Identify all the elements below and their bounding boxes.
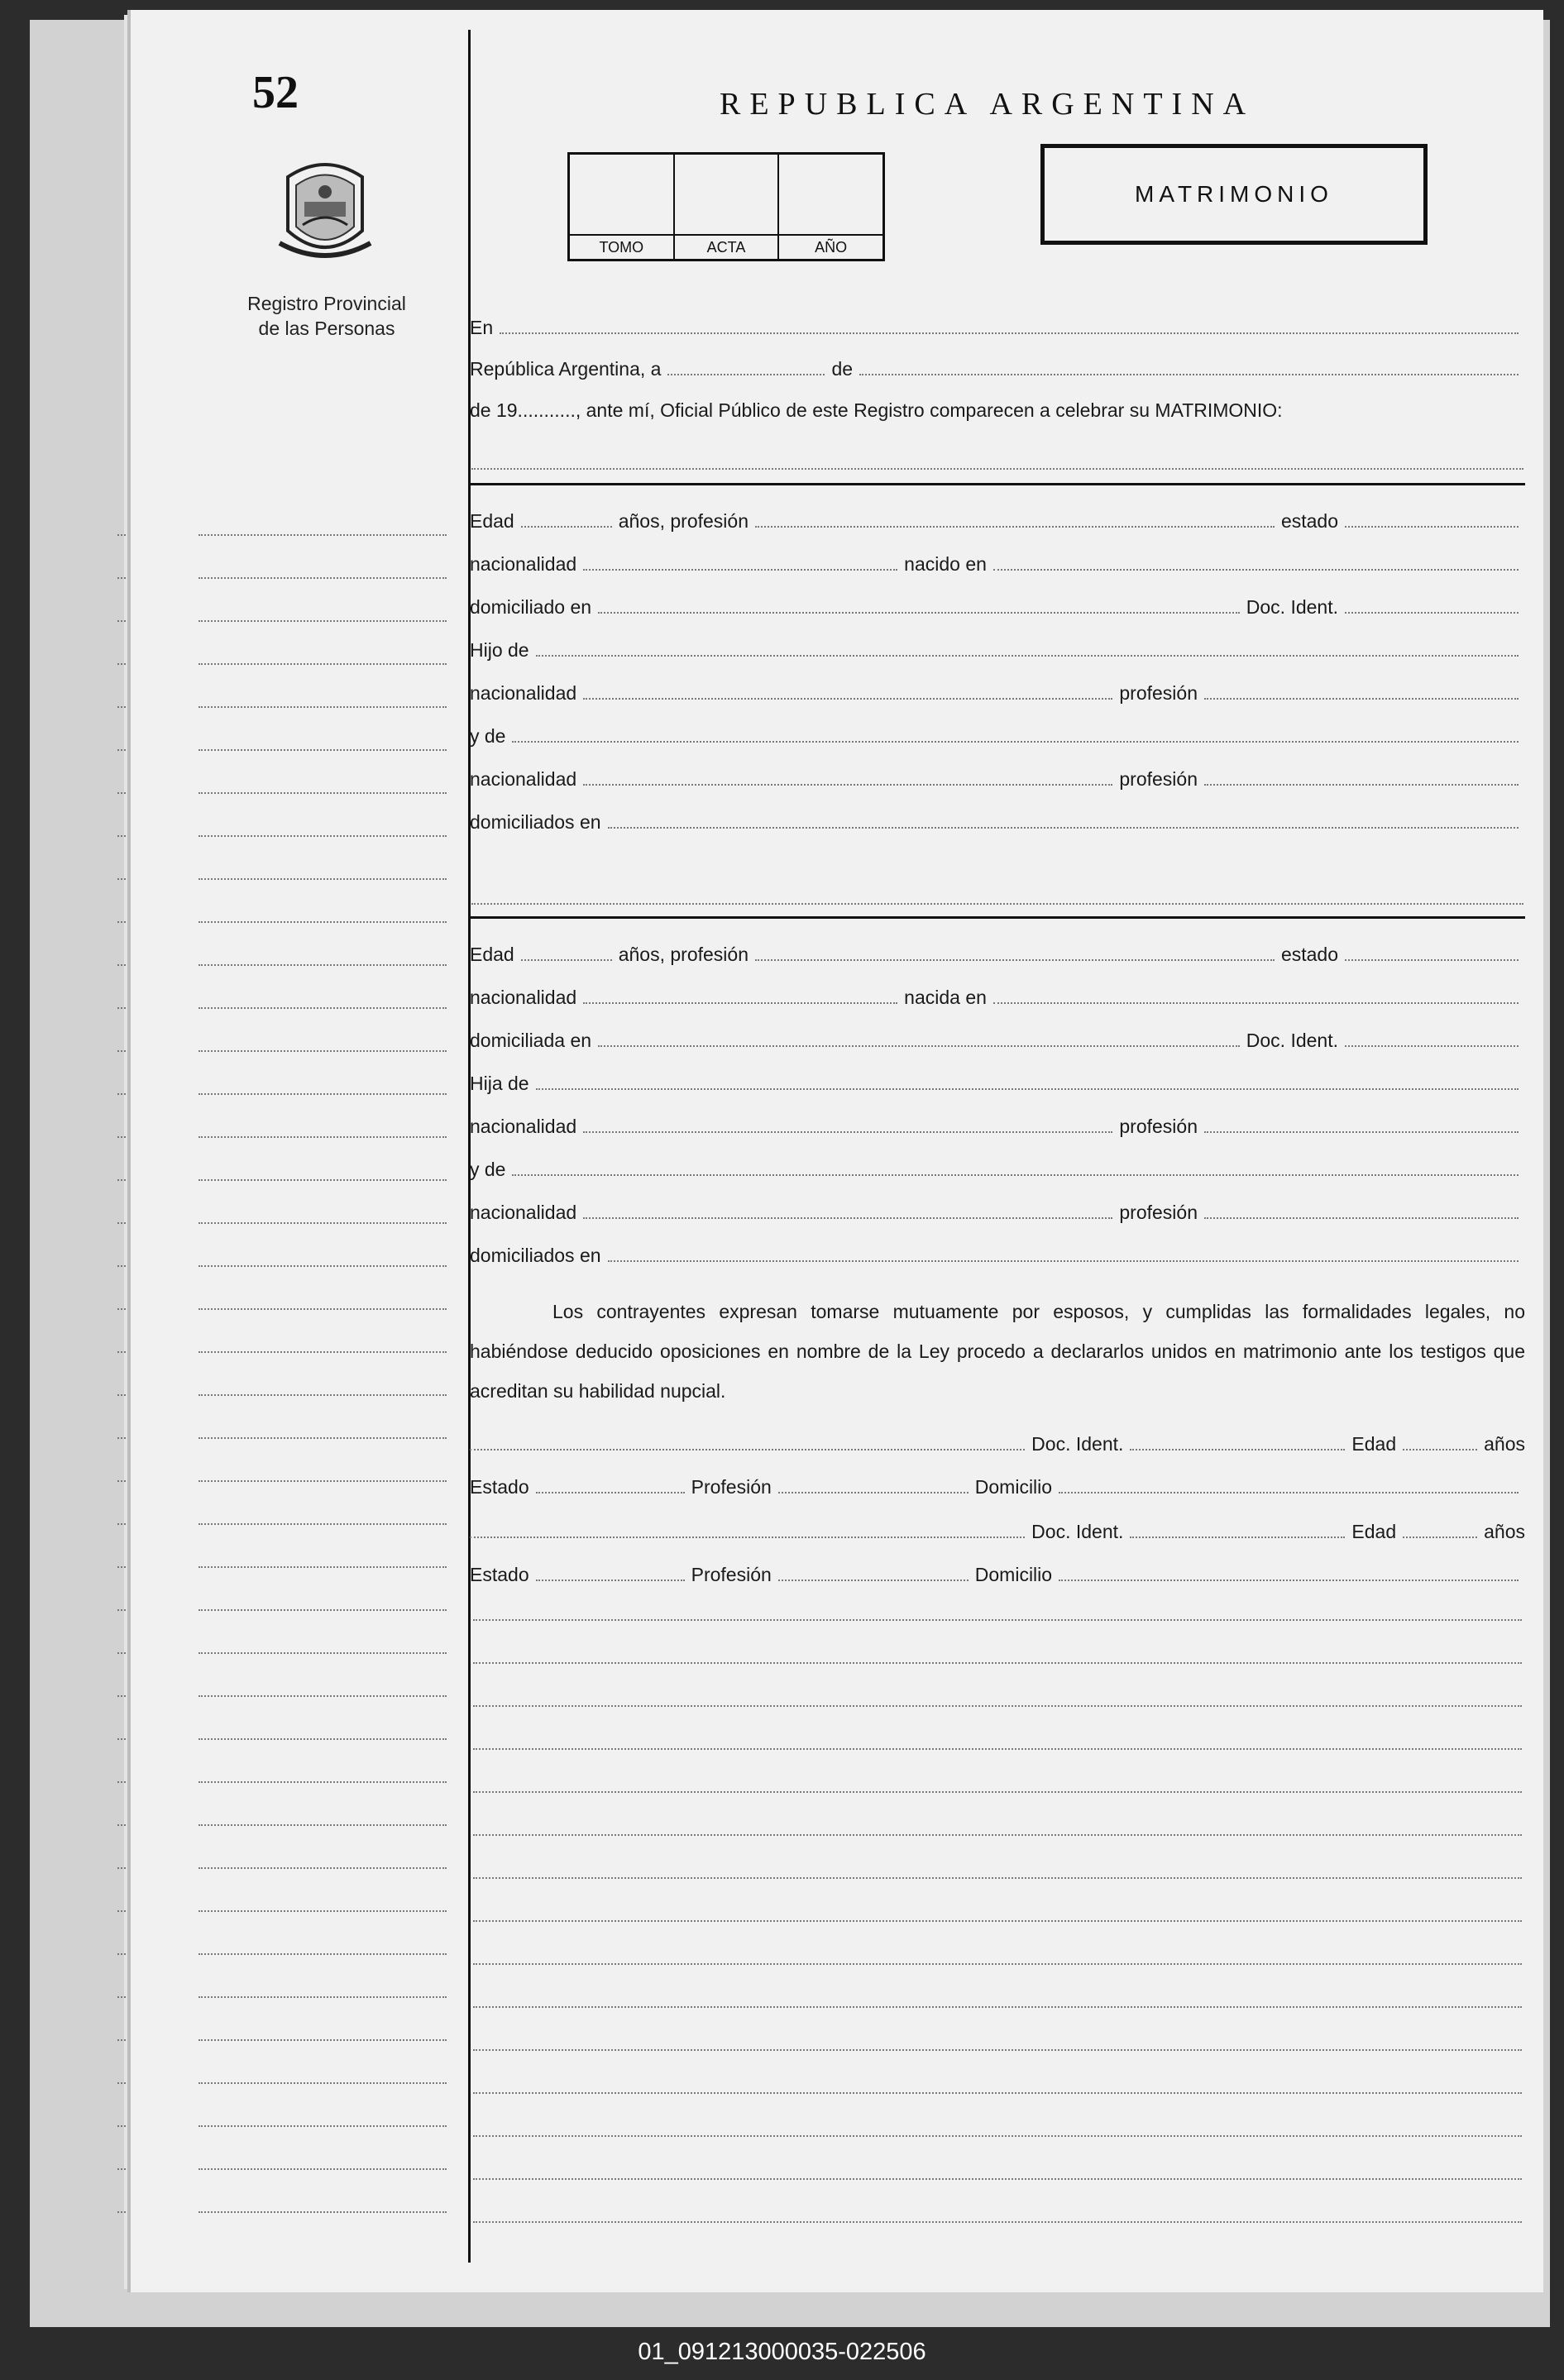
groom-nacido-en-label: nacido en [904, 553, 987, 575]
margin-tick [117, 878, 126, 880]
margin-tick [117, 1695, 126, 1697]
index-cell-ano [779, 155, 882, 259]
margin-note-line [198, 663, 447, 665]
margin-note-line [198, 964, 447, 966]
bride-nacionalidad3-label: nacionalidad [470, 1202, 577, 1223]
margin-tick [117, 1867, 126, 1869]
blank-ruled-line [473, 1791, 1522, 1793]
margin-tick [117, 1136, 126, 1138]
bride-nationality-line [470, 984, 1525, 1009]
margin-tick [117, 1523, 126, 1525]
margin-note-line [198, 1953, 447, 1955]
blank-ruled-line [473, 1662, 1522, 1664]
margin-note-line [198, 1265, 447, 1267]
margin-tick [117, 1179, 126, 1181]
margin-tick [117, 1265, 126, 1267]
blank-ruled-line [473, 2135, 1522, 2137]
witness-2-profesion-label: Profesión [691, 1564, 772, 1585]
witness-1-domicilio-label: Domicilio [974, 1476, 1053, 1498]
margin-note-line [198, 1652, 447, 1654]
margin-tick [117, 663, 126, 665]
margin-tick [117, 2039, 126, 2041]
groom-doc-ident-label: Doc. Ident. [1246, 596, 1338, 618]
margin-note-line [198, 1910, 447, 1912]
margin-tick [117, 1437, 126, 1439]
index-label-acta: ACTA [675, 234, 778, 259]
blank-ruled-line [473, 2092, 1522, 2094]
margin-tick [117, 1007, 126, 1009]
margin-tick [117, 534, 126, 536]
bride-profesion2-label: profesión [1119, 1202, 1198, 1223]
blank-ruled-line [473, 2006, 1522, 2008]
groom-age-line [470, 508, 1525, 533]
bride-domicile-line [470, 1027, 1525, 1052]
groom-edad-label: Edad [470, 510, 514, 532]
blank-ruled-line [473, 1834, 1522, 1836]
margin-tick [117, 1781, 126, 1783]
margin-note-line [198, 1695, 447, 1697]
margin-tick [117, 577, 126, 579]
margin-tick [117, 1308, 126, 1310]
margin-note-line [198, 706, 447, 708]
margin-tick [117, 835, 126, 837]
blank-ruled-line [473, 1963, 1522, 1965]
index-cell-tomo [570, 155, 675, 259]
witness-1-id-line [470, 1431, 1525, 1455]
margin-note-line [198, 1738, 447, 1740]
margin-note-line [198, 1996, 447, 1998]
groom-nacionalidad-label: nacionalidad [470, 553, 577, 575]
margin-note-line [198, 792, 447, 794]
margin-note-line [198, 1222, 447, 1224]
margin-tick [117, 1824, 126, 1826]
section-rule-2 [470, 916, 1525, 919]
margin-tick [117, 1050, 126, 1052]
bride-mother-line [470, 1156, 1525, 1181]
declaration-text: Los contrayentes expresan tomarse mutuamente por esposos, y cumplidas las formalidades legales, no habiéndose deducido oposiciones en nombre de la Ley procedo a declararlos unidos en matrimonio ante los testigos que acreditan su habilidad nupcial. [470, 1301, 1525, 1402]
margin-tick [117, 1996, 126, 1998]
intro-republica-label: República Argentina, a [470, 358, 662, 380]
witness-1-edad-label: Edad [1351, 1433, 1397, 1455]
intro-statement: de 19..........., ante mí, Oficial Público de este Registro comparecen a celebrar su MATRIMONIO: [470, 399, 1283, 421]
bride-domiciliados-label: domiciliados en [470, 1245, 601, 1266]
bride-nacionalidad-label: nacionalidad [470, 987, 577, 1008]
groom-parents-domicile-line [470, 809, 1525, 834]
margin-tick [117, 921, 126, 923]
blank-ruled-line [473, 1920, 1522, 1922]
registry-line-2: de las Personas [258, 318, 395, 339]
margin-note-line [198, 2082, 447, 2084]
intro-de-label: de [831, 358, 854, 380]
witness-1-estado-label: Estado [470, 1476, 529, 1498]
bride-estado-label: estado [1280, 944, 1338, 965]
witness-2-doc-ident-label: Doc. Ident. [1031, 1521, 1124, 1542]
margin-tick [117, 749, 126, 751]
margin-tick [117, 620, 126, 622]
margin-note-line [198, 1050, 447, 1052]
margin-note-line [198, 577, 447, 579]
groom-nacionalidad2-label: nacionalidad [470, 682, 577, 704]
margin-note-line [198, 1093, 447, 1095]
record-type-box: MATRIMONIO [1040, 144, 1428, 245]
provincia-misiones-crest-icon [271, 152, 379, 268]
intro-en-label: En [470, 317, 494, 338]
margin-tick [117, 1222, 126, 1224]
margin-note-line [198, 2168, 447, 2170]
bride-father-line [470, 1070, 1525, 1095]
bride-mother-nationality-line [470, 1199, 1525, 1224]
intro-statement-line [470, 397, 1525, 422]
margin-note-line [198, 1007, 447, 1009]
witness-2-id-line [470, 1518, 1525, 1543]
registry-line-1: Registro Provincial [247, 293, 406, 314]
register-page [131, 10, 1543, 2292]
groom-profesion-label: profesión [1119, 682, 1198, 704]
bride-nacida-en-label: nacida en [904, 987, 987, 1008]
margin-note-line [198, 1394, 447, 1396]
witness-1-details-line [470, 1474, 1525, 1498]
bride-father-nationality-line [470, 1113, 1525, 1138]
blank-ruled-line [473, 1748, 1522, 1750]
margin-note-line [198, 1523, 447, 1525]
bride-domiciliada-label: domiciliada en [470, 1030, 592, 1051]
margin-tick [117, 1609, 126, 1611]
groom-mother-line [470, 723, 1525, 748]
margin-tick [117, 2082, 126, 2084]
groom-domicile-line [470, 594, 1525, 619]
bride-hija-de-label: Hija de [470, 1073, 529, 1094]
groom-domiciliados-label: domiciliados en [470, 811, 601, 833]
blank-ruled-line [473, 1877, 1522, 1879]
margin-note-line [198, 878, 447, 880]
declaration-paragraph [470, 1292, 1525, 1411]
margin-note-line [198, 1480, 447, 1482]
registry-name [215, 291, 438, 341]
index-label-ano: AÑO [779, 234, 882, 259]
document-title: REPUBLICA ARGENTINA [720, 87, 1256, 122]
margin-note-line [198, 749, 447, 751]
bride-y-de-label: y de [470, 1159, 506, 1180]
margin-note-line [198, 835, 447, 837]
margin-note-line [198, 1351, 447, 1353]
blank-ruled-line [473, 1619, 1522, 1621]
groom-profesion2-label: profesión [1119, 768, 1198, 790]
bride-parents-domicile-line [470, 1242, 1525, 1267]
witness-2-domicilio-label: Domicilio [974, 1564, 1053, 1585]
witness-2-estado-label: Estado [470, 1564, 529, 1585]
groom-blank-line [471, 903, 1523, 905]
margin-note-line [198, 1781, 447, 1783]
intro-blank-line [471, 468, 1523, 470]
witness-1-anos-label: años [1484, 1433, 1525, 1455]
margin-tick [117, 1093, 126, 1095]
margin-note-line [198, 1609, 447, 1611]
groom-mother-nationality-line [470, 766, 1525, 791]
groom-father-line [470, 637, 1525, 662]
page-stack-edge [124, 15, 131, 2289]
margin-tick [117, 1480, 126, 1482]
margin-tick [117, 2168, 126, 2170]
blank-ruled-line [473, 2221, 1522, 2223]
index-label-tomo: TOMO [570, 234, 673, 259]
margin-note-line [198, 1308, 447, 1310]
margin-tick [117, 1953, 126, 1955]
bride-age-line [470, 941, 1525, 966]
page-number: 52 [252, 67, 299, 118]
blank-ruled-line [473, 2049, 1522, 2051]
margin-tick [117, 1394, 126, 1396]
margin-note-line [198, 1867, 447, 1869]
margin-note-line [198, 2125, 447, 2127]
margin-note-line [198, 1566, 447, 1568]
intro-en-line [470, 314, 1525, 339]
witness-1-doc-ident-label: Doc. Ident. [1031, 1433, 1124, 1455]
margin-note-line [198, 921, 447, 923]
groom-father-nationality-line [470, 680, 1525, 705]
section-rule-1 [470, 483, 1525, 485]
margin-tick [117, 964, 126, 966]
margin-note-line [198, 1824, 447, 1826]
witness-2-edad-label: Edad [1351, 1521, 1397, 1542]
groom-nacionalidad3-label: nacionalidad [470, 768, 577, 790]
witness-2-anos-label: años [1484, 1521, 1525, 1542]
margin-note-line [198, 2211, 447, 2213]
groom-estado-label: estado [1280, 510, 1338, 532]
bride-nacionalidad2-label: nacionalidad [470, 1116, 577, 1137]
bride-profesion-label: profesión [1119, 1116, 1198, 1137]
index-table [567, 152, 885, 261]
margin-note-line [198, 620, 447, 622]
margin-note-line [198, 1437, 447, 1439]
index-cell-acta [675, 155, 780, 259]
witness-1-profesion-label: Profesión [691, 1476, 772, 1498]
margin-note-line [198, 2039, 447, 2041]
margin-tick [117, 2125, 126, 2127]
groom-y-de-label: y de [470, 725, 506, 747]
margin-tick [117, 1738, 126, 1740]
blank-ruled-line [473, 2178, 1522, 2180]
blank-ruled-line [473, 1705, 1522, 1707]
bride-anos-profesion-label: años, profesión [618, 944, 749, 965]
groom-domiciliado-label: domiciliado en [470, 596, 592, 618]
margin-note-line [198, 1179, 447, 1181]
intro-date-line [470, 356, 1525, 380]
groom-hijo-de-label: Hijo de [470, 639, 529, 661]
bride-edad-label: Edad [470, 944, 514, 965]
margin-tick [117, 1351, 126, 1353]
margin-tick [117, 1566, 126, 1568]
margin-tick [117, 706, 126, 708]
groom-nationality-line [470, 551, 1525, 576]
margin-tick [117, 1652, 126, 1654]
witness-2-details-line [470, 1561, 1525, 1586]
margin-tick [117, 792, 126, 794]
margin-note-line [198, 1136, 447, 1138]
groom-anos-profesion-label: años, profesión [618, 510, 749, 532]
bride-doc-ident-label: Doc. Ident. [1246, 1030, 1338, 1051]
scan-identifier: 01_091213000035-022506 [638, 2339, 926, 2365]
margin-note-line [198, 534, 447, 536]
margin-tick [117, 1910, 126, 1912]
margin-tick [117, 2211, 126, 2213]
